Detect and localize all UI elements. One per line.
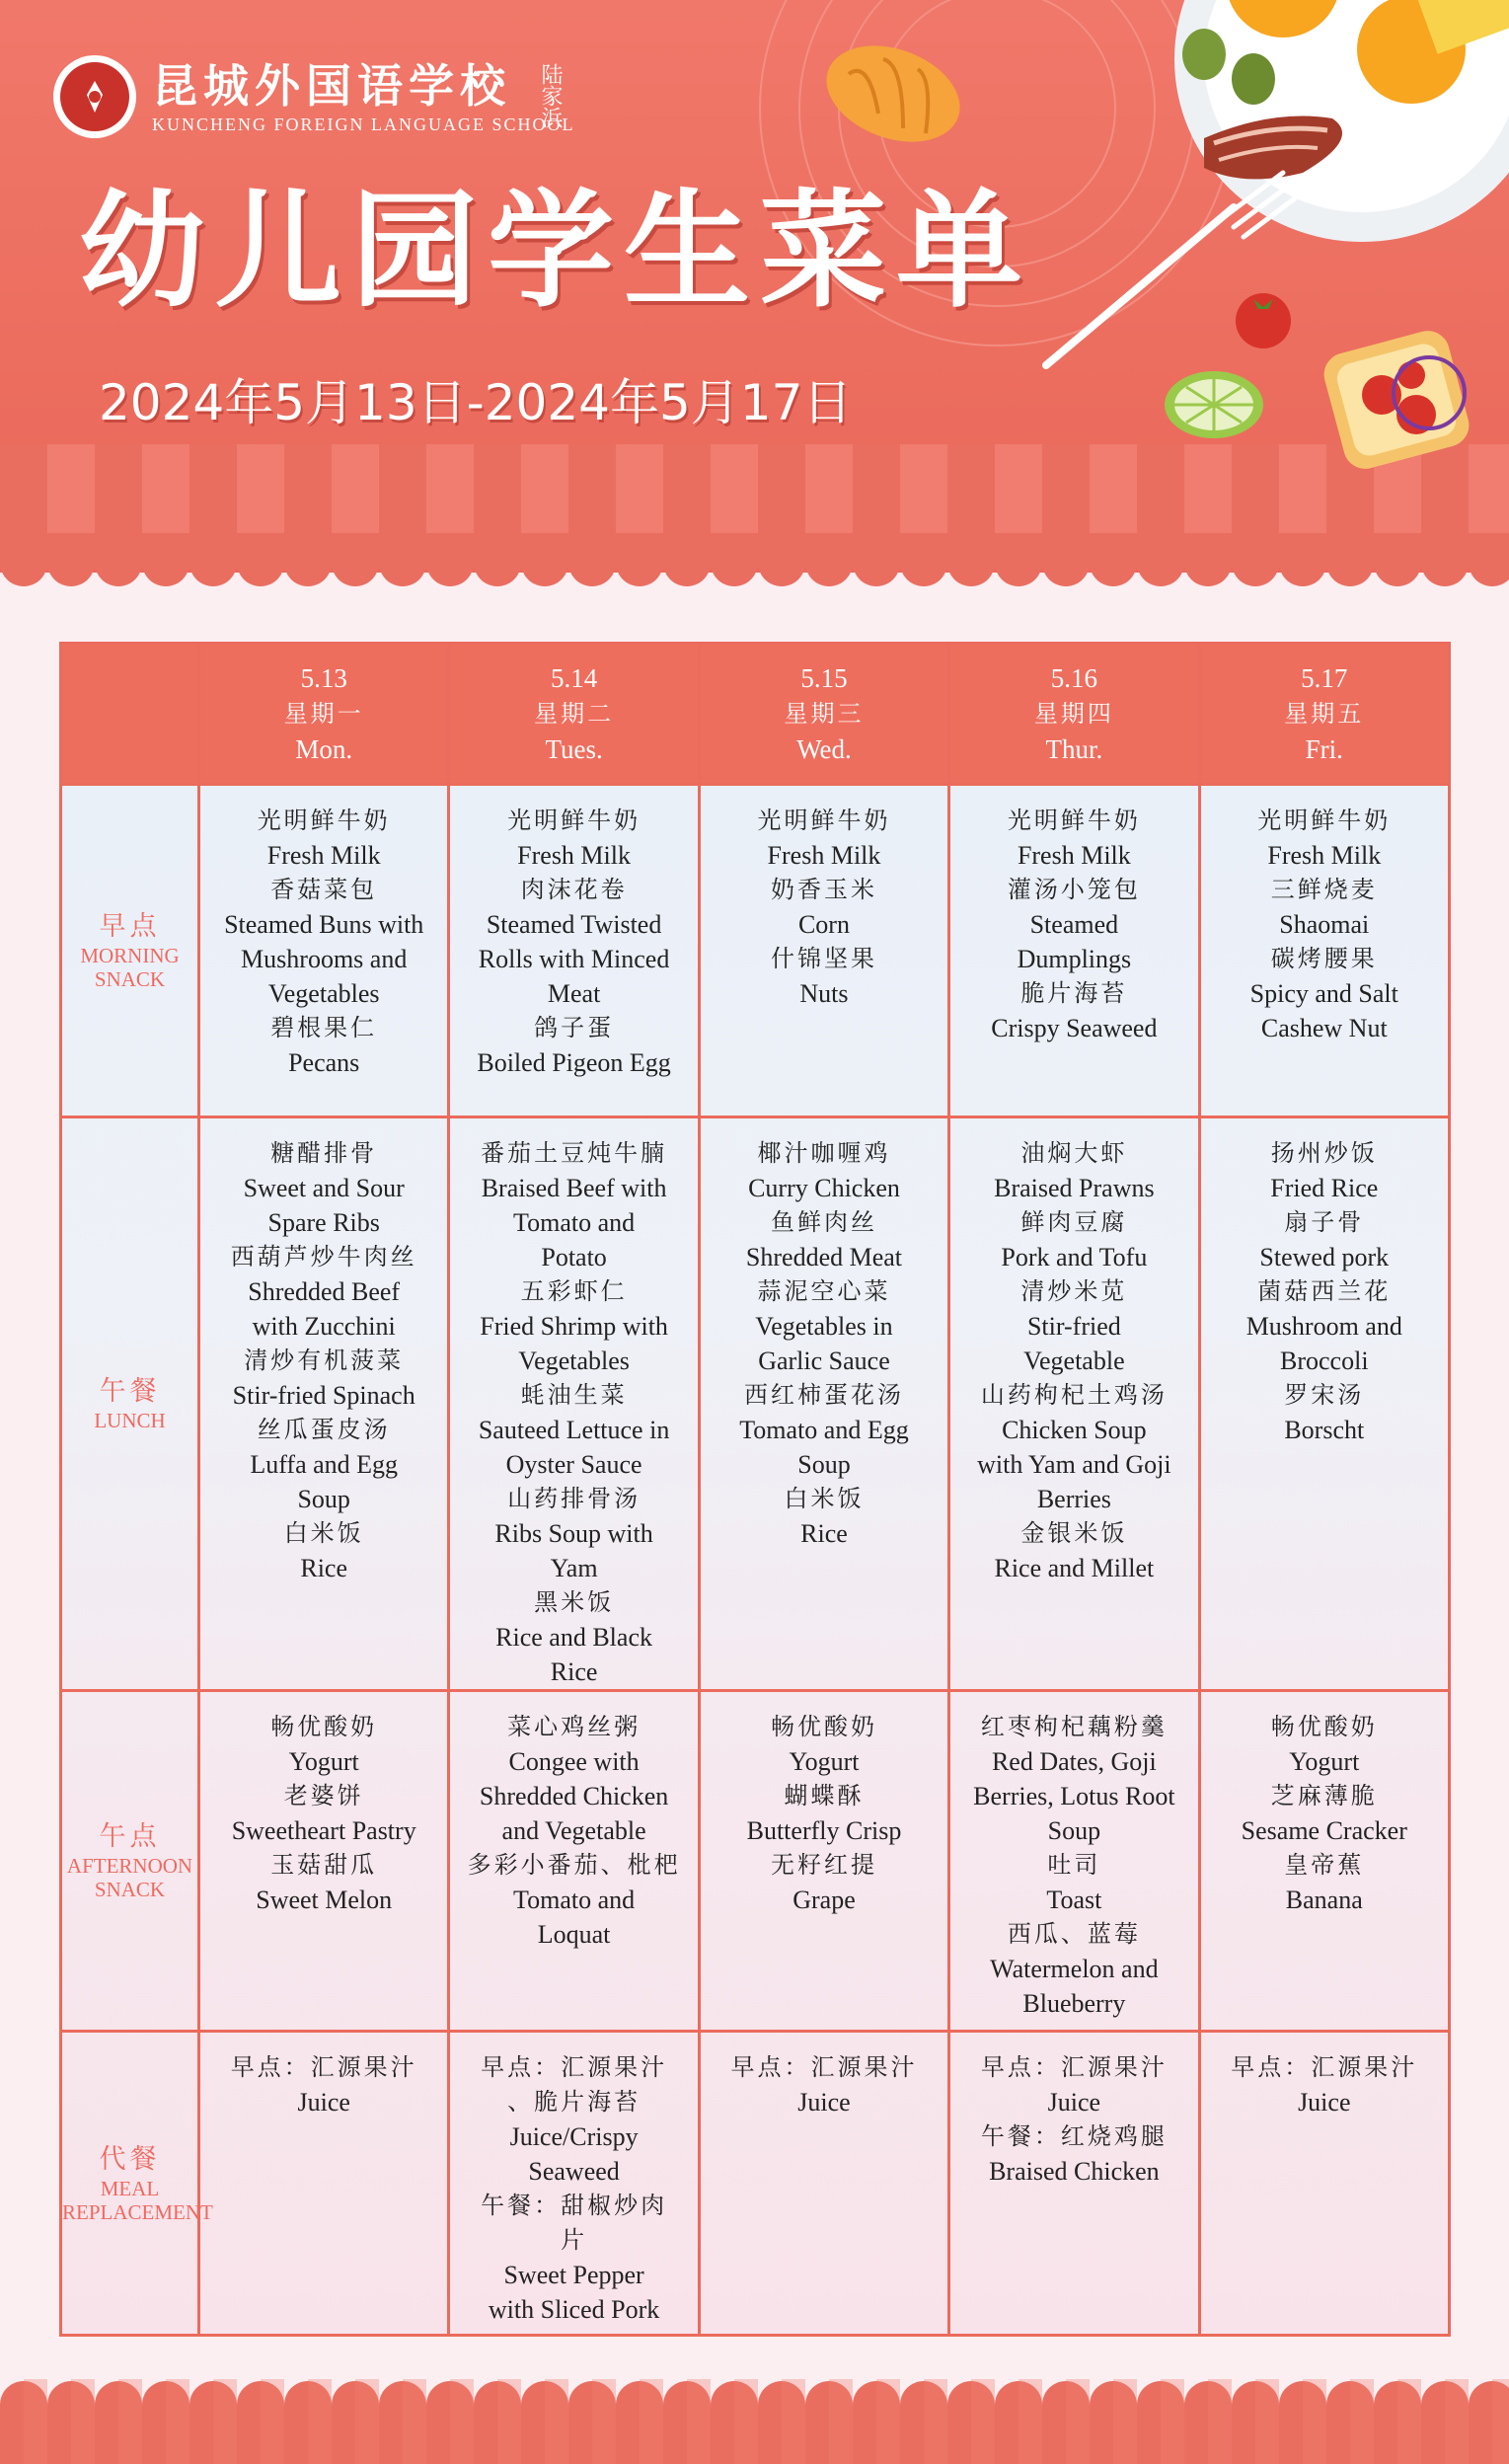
dish-list — [1201, 1692, 1448, 1917]
dish-name-cn: 畅优酸奶 — [770, 1713, 877, 1740]
dish-name-en: Shaomai — [1279, 910, 1370, 939]
dish-list — [450, 786, 697, 1080]
dish-name-en: Juice — [297, 2088, 350, 2117]
dish-name-cn: 皇帝蕉 — [1284, 1851, 1365, 1879]
meal-label-en: LUNCH — [94, 1409, 166, 1432]
day-header-wed — [699, 644, 948, 785]
menu-cell — [449, 1117, 699, 1691]
dish-name-en: Cashew Nut — [1260, 1014, 1388, 1042]
dish-name-cn: 、脆片海苔 — [507, 2088, 641, 2116]
menu-cell — [199, 2032, 449, 2336]
dish-list — [1201, 786, 1448, 1045]
dish-name-cn: 片 — [561, 2226, 588, 2254]
dish-name-cn: 菌菇西兰花 — [1257, 1277, 1392, 1305]
day-weekday-cn: 星期四 — [1033, 700, 1114, 728]
day-weekday-en: Mon. — [295, 734, 353, 764]
dish-list — [701, 1692, 947, 1917]
meal-label-cn: 午点 — [99, 1821, 161, 1852]
lime-slice-icon — [1160, 365, 1268, 444]
dish-name-en: Soup — [1047, 1816, 1101, 1845]
meal-label-lunch — [61, 1117, 199, 1691]
dish-name-en: Fried Shrimp with — [480, 1312, 668, 1341]
dish-name-en: Spicy and Salt — [1249, 979, 1398, 1008]
menu-cell — [1199, 785, 1449, 1117]
dish-name-en: Stir-fried — [1026, 1312, 1121, 1341]
meal-row-afternoon-snack — [61, 1691, 1450, 2032]
dish-name-cn: 扇子骨 — [1284, 1208, 1365, 1236]
dish-name-en: Garlic Sauce — [758, 1347, 890, 1375]
dish-name-en: Borscht — [1284, 1416, 1365, 1444]
dish-name-en: Stir-fried Spinach — [232, 1381, 415, 1410]
toast-icon — [1313, 316, 1480, 484]
dish-name-en: Grape — [792, 1886, 856, 1914]
dish-name-en: and Vegetable — [501, 1816, 646, 1845]
dish-name-cn: 畅优酸奶 — [1270, 1713, 1378, 1740]
dish-name-cn: 椰汁咖喱鸡 — [757, 1139, 891, 1167]
meal-label-cn: 代餐 — [99, 2143, 161, 2175]
menu-cell — [699, 1117, 948, 1691]
menu-table — [59, 642, 1451, 2337]
dish-list — [450, 2033, 697, 2327]
school-logo-block — [53, 55, 575, 138]
dish-list — [701, 2033, 947, 2119]
dish-name-cn: 早点：汇源果汁 — [230, 2053, 417, 2081]
dish-name-en: Rolls with Minced — [478, 945, 670, 973]
dish-name-en: Fresh Milk — [517, 841, 631, 870]
dish-name-en: Rice and Black — [495, 1623, 652, 1652]
meal-label-afternoon-snack — [61, 1691, 199, 2032]
dish-name-cn: 无籽红提 — [770, 1851, 877, 1879]
dish-list — [950, 1118, 1197, 1585]
dish-name-en: with Sliced Pork — [488, 2295, 660, 2324]
dish-name-en: with Yam and Goji — [977, 1450, 1171, 1479]
school-name-en: KUNCHENG FOREIGN LANGUAGE SCHOOL — [152, 115, 575, 134]
dish-name-en: Sauteed Lettuce in — [478, 1416, 670, 1444]
day-header-tue — [449, 644, 699, 785]
day-header-mon — [199, 644, 449, 785]
dish-list — [200, 1692, 447, 1917]
dish-name-en: Juice — [1047, 2088, 1101, 2117]
dish-name-en: Butterfly Crisp — [746, 1816, 902, 1845]
dish-name-cn: 清炒有机菠菜 — [244, 1347, 405, 1374]
menu-cell — [1199, 2032, 1449, 2336]
day-weekday-en: Tues. — [545, 734, 603, 764]
menu-cell — [699, 785, 948, 1117]
dish-name-en: Rice — [550, 1657, 598, 1686]
menu-body — [61, 785, 1450, 2336]
dish-name-en: Toast — [1046, 1886, 1102, 1914]
dish-name-cn: 午餐：红烧鸡腿 — [980, 2122, 1168, 2150]
dish-name-cn: 清炒米苋 — [1020, 1277, 1128, 1305]
menu-cell — [449, 1691, 699, 2032]
header-banner — [0, 0, 1509, 573]
dish-name-en: Juice/Crispy — [509, 2122, 639, 2151]
menu-cell — [449, 2032, 699, 2336]
meal-label-en: MORNING — [80, 944, 180, 967]
dish-name-en: Vegetable — [1023, 1347, 1125, 1375]
dish-name-cn: 光明鲜牛奶 — [1007, 807, 1141, 834]
dish-name-en: Chicken Soup — [1002, 1416, 1147, 1444]
dish-name-en: Yogurt — [789, 1747, 860, 1776]
dish-name-en: Shredded Chicken — [479, 1782, 669, 1810]
dish-name-cn: 碳烤腰果 — [1270, 945, 1378, 972]
dish-name-en: Steamed Twisted — [486, 910, 662, 939]
dish-name-cn: 五彩虾仁 — [520, 1277, 628, 1305]
dish-name-en: Juice — [1298, 2088, 1351, 2117]
dish-name-en: Steamed Buns with — [224, 910, 424, 939]
dish-name-en: Mushrooms and — [241, 945, 408, 973]
table-header-row — [61, 644, 1450, 785]
dish-name-cn: 午餐：甜椒炒肉 — [481, 2192, 668, 2219]
dish-name-en: Curry Chicken — [748, 1174, 900, 1202]
dish-name-en: Tomato and Egg — [739, 1416, 909, 1444]
dish-name-en: Sweet Pepper — [503, 2261, 644, 2289]
dish-name-cn: 玉菇甜瓜 — [270, 1851, 378, 1879]
dish-name-en: Fresh Milk — [266, 841, 381, 870]
dish-name-cn: 西葫芦炒牛肉丝 — [230, 1243, 417, 1270]
dish-name-cn: 油焖大虾 — [1020, 1139, 1128, 1167]
meal-label-cn: 午餐 — [99, 1376, 161, 1407]
dish-name-en: Tomato and — [513, 1208, 636, 1237]
dish-name-en: Soup — [297, 1485, 350, 1513]
dish-name-en: Potato — [541, 1243, 607, 1271]
dish-name-cn: 丝瓜蛋皮汤 — [257, 1416, 391, 1443]
dish-name-en: Soup — [797, 1450, 851, 1479]
dish-name-en: Stewed pork — [1259, 1243, 1390, 1271]
dish-name-en: Pecans — [288, 1048, 360, 1077]
dish-name-en: Yogurt — [1289, 1747, 1360, 1776]
dish-name-en: Fresh Milk — [1267, 841, 1382, 870]
dish-name-cn: 黑米饭 — [534, 1588, 615, 1616]
dish-list — [1201, 1118, 1448, 1447]
meal-label-en: SNACK — [94, 967, 166, 991]
dish-name-en: Ribs Soup with — [494, 1519, 653, 1548]
dish-name-en: with Zucchini — [252, 1312, 396, 1341]
school-emblem-icon — [53, 55, 136, 138]
dish-name-en: Sweet Melon — [256, 1886, 393, 1914]
day-weekday-cn: 星期五 — [1284, 700, 1365, 728]
dish-name-en: Broccoli — [1280, 1347, 1369, 1375]
menu-cell — [699, 1691, 948, 2032]
dish-name-en: Red Dates, Goji — [991, 1747, 1157, 1776]
dish-name-en: Berries — [1036, 1485, 1111, 1513]
dish-name-en: Yam — [550, 1554, 598, 1582]
menu-cell — [449, 785, 699, 1117]
dish-name-en: Yogurt — [288, 1747, 359, 1776]
dish-name-en: Corn — [797, 910, 850, 939]
dish-name-en: Pork and Tofu — [1001, 1243, 1148, 1271]
tomato-icon — [1229, 281, 1298, 350]
dish-name-en: Rice — [300, 1554, 348, 1582]
dish-name-cn: 畅优酸奶 — [270, 1713, 378, 1740]
dish-name-cn: 蚝油生菜 — [520, 1381, 628, 1409]
meal-label-en: REPLACEMENT — [62, 2199, 213, 2224]
dish-name-cn: 光明鲜牛奶 — [757, 807, 891, 834]
meal-label-en: AFTERNOON — [66, 1854, 193, 1878]
dish-list — [450, 1692, 697, 1952]
dish-name-en: Watermelon and — [990, 1955, 1159, 1983]
dish-name-cn: 白米饭 — [784, 1485, 865, 1512]
day-weekday-cn: 星期一 — [283, 700, 364, 728]
day-weekday-en: Fri. — [1305, 734, 1343, 764]
dish-name-en: Shredded Beef — [248, 1277, 401, 1306]
menu-cell — [1199, 1691, 1449, 2032]
dish-list — [200, 2033, 447, 2119]
meal-label-en: SNACK — [94, 1878, 166, 1901]
menu-cell — [949, 785, 1199, 1117]
dish-list — [950, 1692, 1197, 2021]
dish-name-en: Sweetheart Pastry — [231, 1816, 416, 1845]
dish-name-cn: 碧根果仁 — [270, 1014, 378, 1041]
dish-name-en: Vegetables — [518, 1347, 630, 1375]
dish-name-cn: 早点：汇源果汁 — [1231, 2053, 1418, 2081]
day-date: 5.17 — [1301, 663, 1348, 693]
corner-cell — [61, 644, 199, 785]
menu-cell — [699, 2032, 948, 2336]
dish-name-en: Nuts — [799, 979, 849, 1008]
dish-name-en: Spare Ribs — [267, 1208, 380, 1237]
dish-name-cn: 三鲜烧麦 — [1270, 876, 1378, 903]
dish-name-en: Shredded Meat — [745, 1243, 903, 1271]
dish-name-en: Braised Prawns — [994, 1174, 1155, 1202]
footer-scallop-edge — [0, 2379, 1509, 2464]
day-weekday-cn: 星期二 — [534, 700, 615, 728]
day-weekday-en: Wed. — [796, 734, 852, 764]
day-date: 5.13 — [300, 663, 347, 693]
dish-name-cn: 红枣枸杞藕粉羹 — [980, 1713, 1168, 1740]
dish-list — [701, 1118, 947, 1551]
dish-name-en: Seaweed — [528, 2157, 620, 2186]
menu-cell — [1199, 1117, 1449, 1691]
dish-name-cn: 蒜泥空心菜 — [757, 1277, 891, 1305]
dish-name-cn: 灌汤小笼包 — [1007, 876, 1141, 903]
day-date: 5.14 — [550, 663, 598, 693]
dish-name-cn: 鲜肉豆腐 — [1020, 1208, 1128, 1236]
menu-cell — [199, 785, 449, 1117]
dish-name-cn: 山药枸杞土鸡汤 — [980, 1381, 1168, 1409]
menu-cell — [199, 1691, 449, 2032]
meal-row-morning-snack — [61, 785, 1450, 1117]
dish-name-cn: 菜心鸡丝粥 — [507, 1713, 641, 1740]
dish-name-cn: 西红柿蛋花汤 — [743, 1381, 904, 1409]
dish-name-en: Juice — [797, 2088, 851, 2117]
croissant-icon — [809, 20, 977, 168]
dish-name-en: Boiled Pigeon Egg — [477, 1048, 671, 1077]
dish-name-en: Fresh Milk — [1017, 841, 1131, 870]
dish-name-en: Meat — [547, 979, 601, 1008]
dish-name-cn: 光明鲜牛奶 — [507, 807, 641, 834]
meal-label-meal-replacement — [61, 2032, 213, 2336]
day-date: 5.15 — [800, 663, 848, 693]
dish-name-en: Tomato and — [513, 1886, 636, 1914]
dish-name-cn: 奶香玉米 — [770, 876, 877, 903]
dish-name-cn: 西瓜、蓝莓 — [1007, 1920, 1141, 1948]
dish-name-cn: 糖醋排骨 — [270, 1139, 378, 1167]
dish-name-en: Braised Chicken — [989, 2157, 1160, 2186]
day-weekday-cn: 星期三 — [784, 700, 865, 728]
dish-name-cn: 山药排骨汤 — [507, 1485, 641, 1512]
dish-name-en: Rice and Millet — [994, 1554, 1155, 1582]
dish-name-en: Dumplings — [1017, 945, 1132, 973]
dish-name-en: Oyster Sauce — [505, 1450, 642, 1479]
dish-name-cn: 罗宋汤 — [1284, 1381, 1365, 1409]
dish-name-cn: 早点：汇源果汁 — [730, 2053, 918, 2081]
menu-cell — [949, 2032, 1199, 2336]
dish-list — [950, 2033, 1197, 2189]
menu-cell — [949, 1691, 1199, 2032]
dish-name-en: Braised Beef with — [481, 1174, 667, 1202]
meal-row-meal-replacement — [61, 2032, 1450, 2336]
school-name-cn: 昆城外国语学校 — [152, 59, 511, 113]
dish-name-cn: 香菇菜包 — [270, 876, 378, 903]
dish-name-en: Rice — [800, 1519, 848, 1548]
dish-name-en: Mushroom and — [1245, 1312, 1402, 1341]
header-scallop-edge — [0, 533, 1509, 592]
dish-name-cn: 芝麻薄脆 — [1270, 1782, 1378, 1810]
meal-row-lunch — [61, 1117, 1450, 1691]
day-header-thu — [949, 644, 1199, 785]
dish-name-cn: 扬州炒饭 — [1270, 1139, 1378, 1167]
dish-name-cn: 鸽子蛋 — [534, 1014, 615, 1041]
menu-cell — [199, 1117, 449, 1691]
dish-name-cn: 光明鲜牛奶 — [1257, 807, 1392, 834]
dish-name-en: Sweet and Sour — [243, 1174, 405, 1202]
dish-name-en: Sesame Cracker — [1241, 1816, 1407, 1845]
dish-name-cn: 老婆饼 — [283, 1782, 364, 1810]
fork-icon — [1026, 168, 1313, 385]
dish-list — [950, 786, 1197, 1045]
dish-name-en: Vegetables in — [755, 1312, 893, 1341]
dish-name-en: Congee with — [508, 1747, 640, 1776]
dish-list — [200, 1118, 447, 1585]
dish-name-en: Blueberry — [1022, 1989, 1126, 2018]
dish-name-cn: 番茄土豆炖牛腩 — [481, 1139, 668, 1167]
dish-name-cn: 鱼鲜肉丝 — [770, 1208, 877, 1236]
dish-list — [701, 786, 947, 1011]
dish-name-cn: 脆片海苔 — [1020, 979, 1128, 1007]
meal-label-en: MEAL — [100, 2176, 160, 2200]
dish-name-en: Crispy Seaweed — [991, 1014, 1158, 1042]
dish-name-en: Banana — [1285, 1886, 1363, 1914]
dish-name-en: Fresh Milk — [767, 841, 881, 870]
dish-name-cn: 早点：汇源果汁 — [481, 2053, 668, 2081]
dish-name-cn: 吐司 — [1047, 1851, 1101, 1879]
meal-label-cn: 早点 — [99, 911, 161, 942]
dish-name-en: Steamed — [1029, 910, 1119, 939]
dish-name-cn: 光明鲜牛奶 — [257, 807, 391, 834]
dish-name-en: Vegetables — [267, 979, 380, 1008]
dish-name-en: Loquat — [537, 1920, 611, 1949]
dish-list — [450, 1118, 697, 1689]
dish-name-cn: 多彩小番茄、枇杷 — [467, 1851, 681, 1879]
seal-signature: 陆家浜 — [538, 63, 563, 128]
dish-list — [200, 786, 447, 1080]
dish-name-cn: 白米饭 — [283, 1519, 364, 1547]
day-date: 5.16 — [1050, 663, 1097, 693]
dish-name-cn: 肉沫花卷 — [520, 876, 628, 903]
dish-name-cn: 金银米饭 — [1020, 1519, 1128, 1547]
dish-name-cn: 早点：汇源果汁 — [980, 2053, 1168, 2081]
date-range: 2024年5月13日-2024年5月17日 — [99, 374, 853, 431]
dish-name-en: Fried Rice — [1270, 1174, 1379, 1202]
page-title: 幼儿园学生菜单 — [79, 178, 1033, 325]
dish-list — [1201, 2033, 1448, 2119]
dish-name-en: Berries, Lotus Root — [973, 1782, 1175, 1810]
day-header-fri — [1199, 644, 1449, 785]
day-weekday-en: Thur. — [1045, 734, 1103, 764]
menu-cell — [949, 1117, 1199, 1691]
dish-name-en: Luffa and Egg — [250, 1450, 399, 1479]
dish-name-cn: 蝴蝶酥 — [784, 1782, 865, 1810]
meal-label-morning-snack — [61, 785, 199, 1117]
dish-name-cn: 什锦坚果 — [770, 945, 877, 972]
